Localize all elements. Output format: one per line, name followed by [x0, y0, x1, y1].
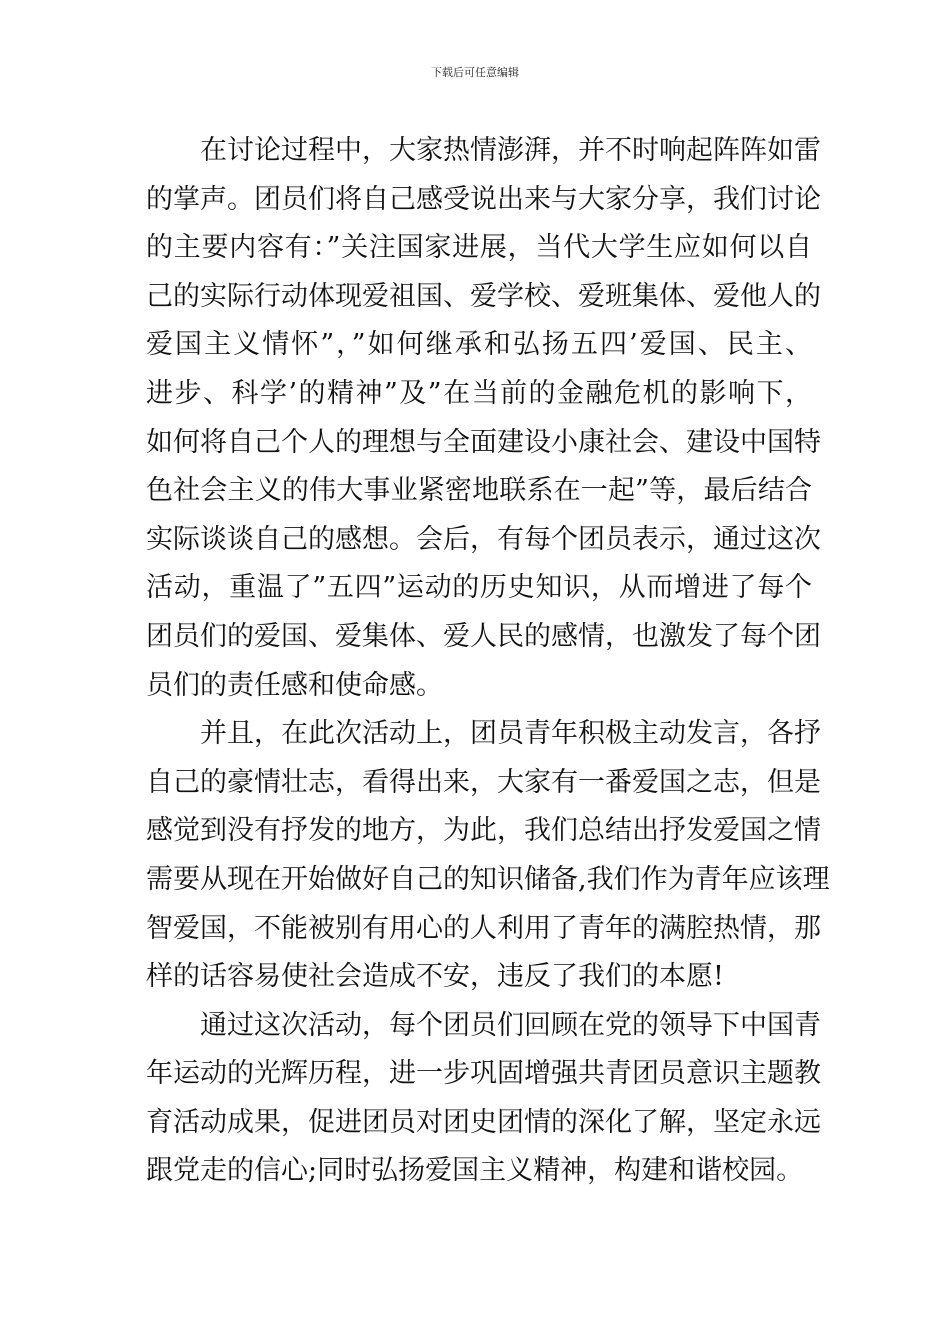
text-line: 自己的豪情壮志，看得出来，大家有一番爱国之志，但是: [146, 766, 821, 798]
text-line: 智爱国，不能被别有用心的人利用了青年的满腔热情，那: [146, 912, 821, 944]
text-line: 年运动的光辉历程，进一步巩固增强共青团员意识主题教: [146, 1058, 821, 1090]
page-header: 下载后可任意编辑: [431, 66, 519, 79]
text-line: 如何将自己个人的理想与全面建设小康社会、建设中国特: [146, 426, 821, 458]
text-line: 己的实际行动体现爱祖国、爱学校、爱班集体、爱他人的: [146, 280, 821, 312]
text-line: 爱国主义情怀”，”如何继承和弘扬五四’爱国、民主、: [146, 329, 812, 361]
text-line: 进步、科学’的精神”及”在当前的金融危机的影响下，: [146, 377, 812, 409]
text-line: 并且，在此次活动上，团员青年积极主动发言，各抒: [200, 718, 821, 750]
paragraph-3: [146, 1002, 821, 1196]
text-line: 通过这次活动，每个团员们回顾在党的领导下中国青: [200, 1009, 821, 1041]
text-line: 团员们的爱国、爱集体、爱人民的感情，也激发了每个团: [146, 620, 821, 652]
text-line: 员们的责任感和使命感。: [146, 669, 443, 701]
text-line: 活动，重温了”五四”运动的历史知识，从而增进了每个: [146, 572, 812, 604]
text-line: 的主要内容有：”关注国家进展，当代大学生应如何以自: [146, 232, 812, 264]
text-line: 实际谈谈自己的感想。会后，有每个团员表示，通过这次: [146, 523, 821, 555]
paragraph-1: [146, 127, 821, 710]
text-line: 的掌声。团员们将自己感受说出来与大家分享，我们讨论: [146, 183, 821, 215]
text-line: 跟党走的信心;同时弘扬爱国主义精神，构建和谐校园。: [146, 1155, 804, 1187]
document-body: [146, 127, 830, 1196]
text-line: 在讨论过程中，大家热情澎湃，并不时响起阵阵如雷: [200, 135, 821, 166]
text-line: 色社会主义的伟大事业紧密地联系在一起”等，最后结合: [146, 475, 812, 507]
paragraph-2: [146, 710, 830, 1002]
text-line: 需要从现在开始做好自己的知识储备,我们作为青年应该理: [146, 863, 830, 895]
text-line: 样的话容易使社会造成不安，违反了我们的本愿!: [146, 961, 724, 993]
text-line: 感觉到没有抒发的地方，为此，我们总结出抒发爱国之情: [146, 815, 821, 847]
text-line: 育活动成果，促进团员对团史团情的深化了解，坚定永远: [146, 1106, 821, 1138]
